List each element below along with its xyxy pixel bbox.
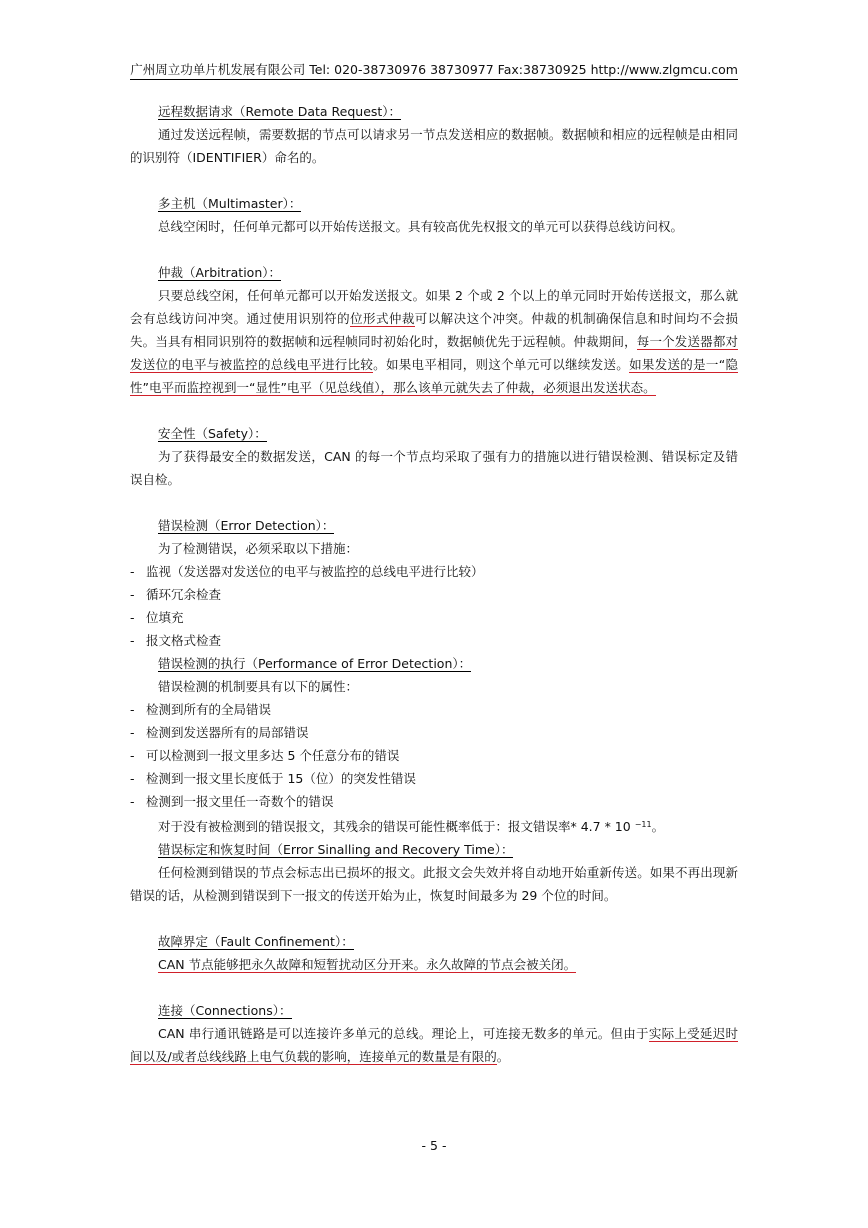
page-number: - 5 - <box>421 1138 447 1153</box>
list-item: - 监视（发送器对发送位的电平与被监控的总线电平进行比较） <box>130 564 484 579</box>
para-connections: CAN 串行通讯链路是可以连接许多单元的总线。理论上，可连接无数多的单元。但由于实际上受延迟时间以及/或者总线线路上电气负载的影响，连接单元的数量是有限的。 <box>130 1026 738 1064</box>
list-item: - 检测到一报文里任一奇数个的错误 <box>130 794 334 809</box>
highlight-connection-limit: 实际上受延迟时间以及/或者总线线路上电气负载的影响，连接单元的数量是有限的 <box>130 1026 738 1064</box>
para-error-signalling: 任何检测到错误的节点会标志出已损坏的报文。此报文会失效并将自动地开始重新传送。如果不再出现新错误的话，从检测到错误到下一报文的传送开始为止，恢复时间最多为 29 个位的时间。 <box>130 865 738 903</box>
residual-error-rate: 对于没有被检测到的错误报文，其残余的错误可能性概率低于：报文错误率* 4.7 * 10 $^{-11}$。 <box>158 819 665 834</box>
page-header: 广州周立功单片机发展有限公司 Tel: 020-38730976 38730977 Fax:38730925 http://www.zlgmcu.com <box>130 62 738 77</box>
list-item: - 报文格式检查 <box>130 633 222 648</box>
heading-safety: 安全性（Safety）： <box>158 426 267 441</box>
para-arbitration: 只要总线空闲，任何单元都可以开始发送报文。如果 2 个或 2 个以上的单元同时开始传送报文，那么就会有总线访问冲突。通过使用识别符的位形式仲裁可以解决这个冲突。仲裁的机制确保信息和时间均不会损失。当具有相同识别符的数据帧和远程帧同时初始化时，数据帧优先于远程帧。仲裁期间，每一个发送器都对发送位的电平与被监控的总线电平进行比较。如果电平相同，则这个单元可以继续发送。如果发送的是一“隐性”电平而监控视到一“显性”电平（见总线值），那么该单元就失去了仲裁，必须退出发送状态。 <box>130 288 738 395</box>
error-detection-intro: 为了检测错误，必须采取以下措施： <box>158 541 359 556</box>
heading-arbitration: 仲裁（Arbitration）： <box>158 265 281 280</box>
highlight-transmitter-compare: 每一个发送器都对发送位的电平与被监控的总线电平进行比较 <box>130 334 738 372</box>
highlight-lose-arbitration: 如果发送的是一“隐性”电平而监控视到一“显性”电平（见总线值），那么该单元就失去了仲裁，必须退出发送状态。 <box>130 357 738 395</box>
para-fault-confinement <box>158 953 738 976</box>
list-item: - 可以检测到一报文里多达 5 个任意分布的错误 <box>130 748 400 763</box>
heading-performance: 错误检测的执行（Performance of Error Detection）： <box>158 656 472 671</box>
heading-connections: 连接（Connections）： <box>158 1003 292 1018</box>
heading-error-detection: 错误检测（Error Detection）： <box>158 518 335 533</box>
highlight-fault-confinement: CAN 节点能够把永久故障和短暂扰动区分开来。永久故障的节点会被关闭。 <box>158 957 577 972</box>
document-body <box>130 100 738 1068</box>
heading-fault-confinement: 故障界定（Fault Confinement）： <box>158 934 354 949</box>
para-remote-data-request: 通过发送远程帧，需要数据的节点可以请求另一节点发送相应的数据帧。数据帧和相应的远程帧是由相同的识别符（IDENTIFIER）命名的。 <box>130 127 738 165</box>
performance-intro: 错误检测的机制要具有以下的属性： <box>158 679 359 694</box>
list-item: - 检测到一报文里长度低于 15（位）的突发性错误 <box>130 771 416 786</box>
header-rule <box>130 79 738 80</box>
list-item: - 检测到发送器所有的局部错误 <box>130 725 309 740</box>
heading-remote-data-request: 远程数据请求（Remote Data Request）： <box>158 104 402 119</box>
heading-multimaster: 多主机（Multimaster）： <box>158 196 302 211</box>
list-item: - 位填充 <box>130 610 184 625</box>
list-item: - 检测到所有的全局错误 <box>130 702 272 717</box>
para-safety: 为了获得最安全的数据发送，CAN 的每一个节点均采取了强有力的措施以进行错误检测、错误标定及错误自检。 <box>130 449 738 487</box>
heading-error-signalling: 错误标定和恢复时间（Error Sinalling and Recovery Time）： <box>158 842 514 857</box>
highlight-bit-arbitration: 位形式仲裁 <box>350 311 415 326</box>
para-multimaster: 总线空闲时，任何单元都可以开始传送报文。具有较高优先权报文的单元可以获得总线访问权。 <box>158 219 684 234</box>
list-item: - 循环冗余检查 <box>130 587 222 602</box>
